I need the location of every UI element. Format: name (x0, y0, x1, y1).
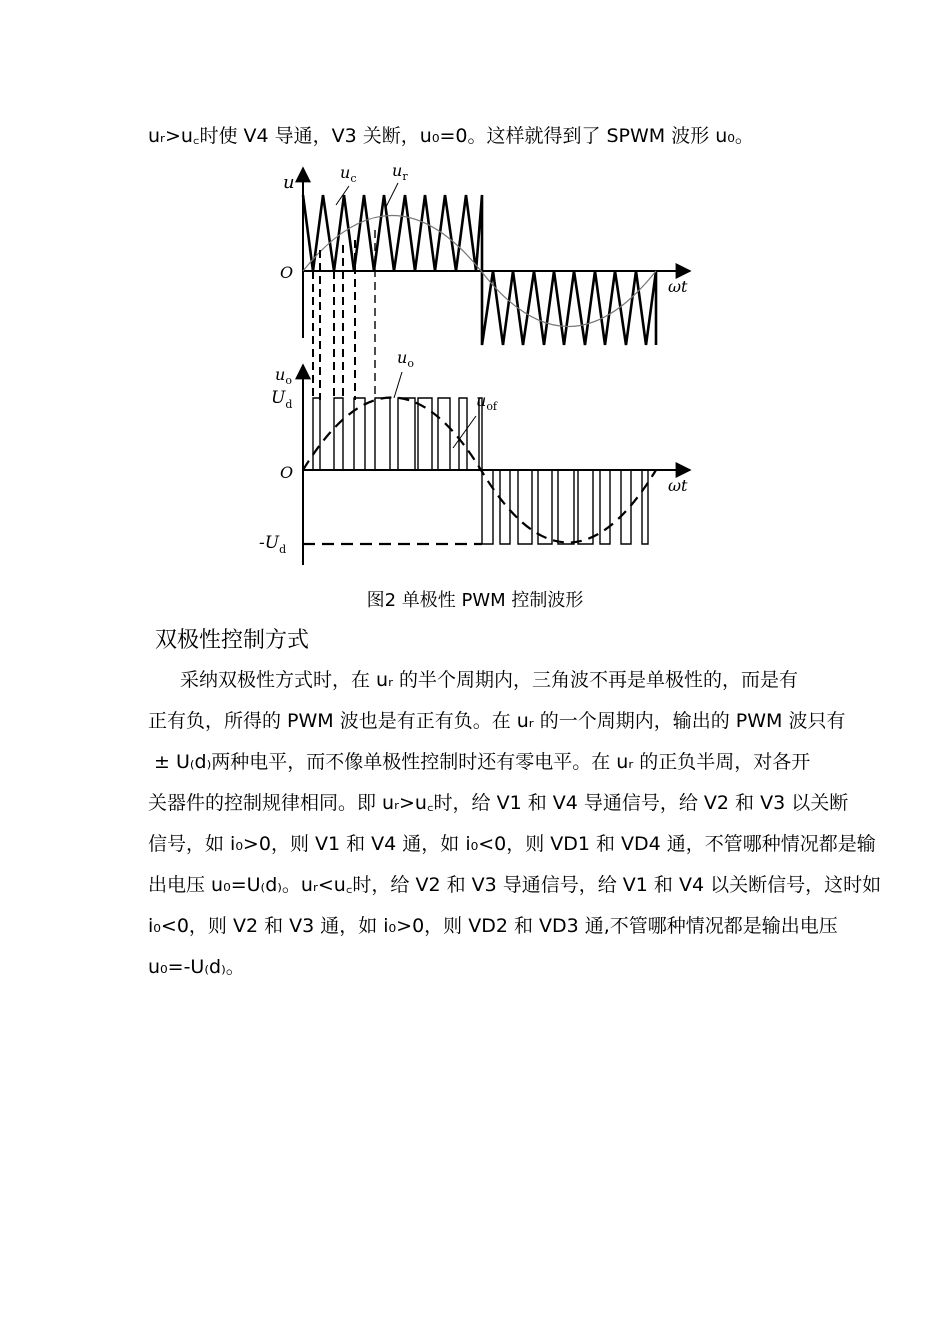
paragraph-line: 信号，如 i₀>0，则 V1 和 V4 通，如 i₀<0，则 VD1 和 VD4 通，不管哪种情况都是输 (148, 833, 876, 855)
paragraph-line: ± U₍d₎两种电平，而不像单极性控制时还有零电平。在 uᵣ 的正负半周，对各开 (154, 751, 811, 773)
paragraph-line: u₀=-U₍d₎。 (148, 956, 245, 978)
reference-label: $u_r$ (392, 161, 408, 183)
bottom-y-label: $u_o$ (275, 365, 292, 387)
top-origin-label: O (280, 263, 294, 282)
bottom-x-label: ωt (668, 476, 688, 495)
label-pointer (386, 183, 398, 207)
intro-line: uᵣ>u꜀时使 V4 导通，V3 关断，u₀=0。这样就得到了 SPWM 波形 u₀。 (148, 125, 754, 147)
bottom-origin-label: O (280, 463, 294, 482)
carrier-label: $u_c$ (340, 163, 357, 185)
uo-label: $u_o$ (397, 348, 414, 370)
paragraph-line: 出电压 u₀=U₍d₎。uᵣ<u꜀时，给 V2 和 V3 导通信号，给 V1 和 V4 以关断信号，这时如 (148, 874, 882, 896)
paragraph-line: i₀<0，则 V2 和 V3 通，如 i₀>0，则 VD2 和 VD3 通,不管哪种情况都是输出电压 (148, 915, 838, 937)
label-pointer (394, 372, 402, 398)
uof-label: $u_{of}$ (476, 391, 498, 413)
bottom-plot (259, 348, 690, 565)
paragraph-line: 采纳双极性方式时，在 uᵣ 的半个周期内，三角波不再是单极性的，而是有 (180, 669, 799, 691)
figure-caption: 图2 单极性 PWM 控制波形 (366, 590, 584, 611)
section-heading: 双极性控制方式 (155, 628, 310, 653)
paragraph-line: 关器件的控制规律相同。即 uᵣ>u꜀时，给 V1 和 V4 导通信号，给 V2 和 V3 以关断 (148, 792, 849, 814)
paragraph-line: 正有负，所得的 PWM 波也是有正有负。在 uᵣ 的一个周期内，输出的 PWM 波只有 (148, 710, 846, 732)
top-x-label: ωt (668, 277, 688, 296)
spwm-unipolar-figure (250, 155, 700, 575)
ud-label: $U_d$ (271, 388, 293, 411)
top-plot (280, 161, 690, 400)
top-y-label: u (283, 172, 295, 193)
neg-ud-label: $-U_d$ (259, 533, 287, 556)
label-pointer (453, 416, 476, 448)
